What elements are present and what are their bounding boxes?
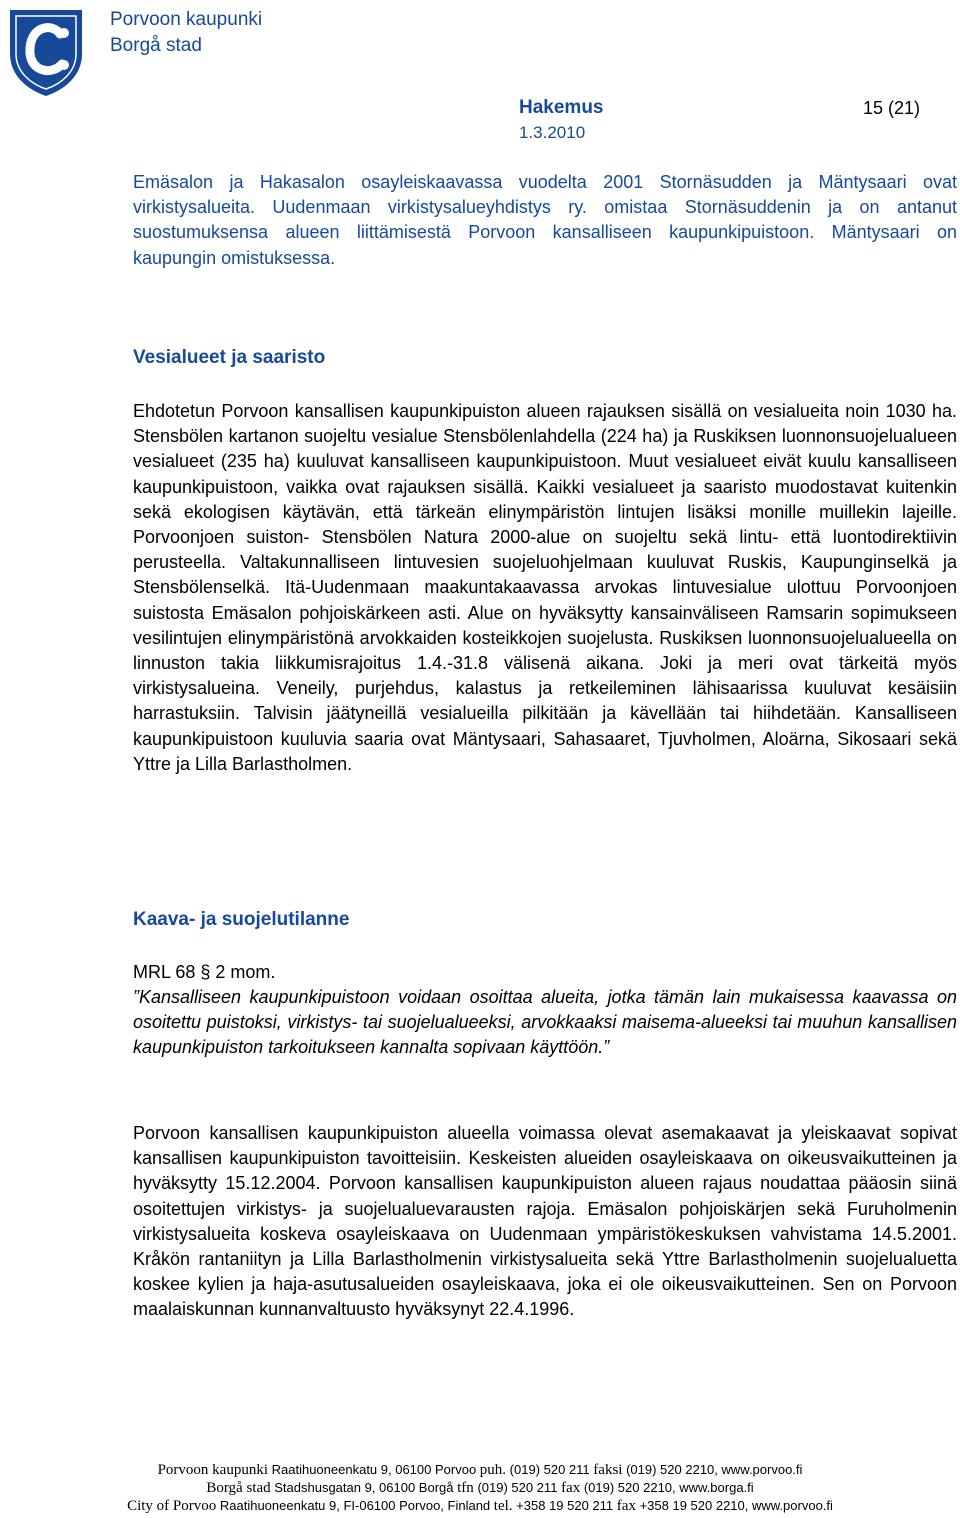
footer-org-name: City of Porvoo bbox=[127, 1498, 217, 1514]
footer-fax-web: (019) 520 2210, www.borga.fi bbox=[583, 1480, 754, 1495]
section-heading-planning-status: Kaava- ja suojelutilanne bbox=[133, 909, 350, 930]
footer-line-english bbox=[0, 1497, 960, 1515]
footer-phone: (019) 520 211 bbox=[509, 1462, 590, 1477]
document-type: Hakemus bbox=[519, 97, 604, 118]
footer-fax-label: fax bbox=[561, 1480, 581, 1496]
footer-line-swedish bbox=[0, 1479, 960, 1497]
footer-phone: (019) 520 211 bbox=[477, 1480, 558, 1495]
footer-org-name: Porvoon kaupunki bbox=[157, 1462, 268, 1478]
porvoo-coat-of-arms-icon bbox=[6, 6, 86, 98]
footer-address: Raatihuoneenkatu 9, FI-06100 Porvoo, Finland bbox=[219, 1498, 491, 1513]
city-name-swedish: Borgå stad bbox=[110, 35, 202, 56]
footer-phone-label: tfn bbox=[457, 1480, 474, 1496]
footer-fax-web: +358 19 520 2210, www.porvoo.fi bbox=[639, 1498, 833, 1513]
water-areas-paragraph: Ehdotetun Porvoon kansallisen kaupunkipuiston alueen rajauksen sisällä on vesialueita noin 1030 ha. Stensbölen kartanon suojeltu vesialue Stensbölenlahdella (224 ha) ja Ruskiksen luonnonsuojelualueen vesialueet (235 ha) kuuluvat kansalliseen kaupunkipuistoon. Muut vesialueet eivät kuulu kansalliseen kaupunkipuistoon, vaikka ovat rajauksen sisällä. Kaikki vesialueet ja saaristo muodostavat kuitenkin sekä ekologisen käytävän, että tärkeän elinympäristön lintujen lisäksi monille muillekin lajeille. Porvoonjoen suiston- Stensbölen Natura 2000-alue on suojeltu sekä lintu- että luontodirektiivin perusteella. Valtakunnalliseen lintuvesien suojeluohjelmaan kuuluvat Ruskis, Kaupunginselkä ja Stensbölenselkä. Itä-Uudenmaan maakuntakaavassa arvokas lintuvesialue ulottuu Porvoonjoen suistosta Emäsalon pohjoiskärkeen asti. Alue on hyväksytty kansainväliseen Ramsarin sopimukseen vesilintujen elinympäristönä arvokkaiden kosteikkojen suojelusta. Ruskiksen luonnonsuojelualueella on linnuston takia liikkumisrajoitus 1.4.-31.8 välisenä aikana. Joki ja meri ovat tärkeitä myös virkistysalueina. Veneily, purjehdus, kalastus ja retkeileminen lähisaarissa kuuluvat kesäisiin harrastuksiin. Talvisin jäätyneillä vesialueilla pilkitään ja kävellään tai hiihdetään. Kansalliseen kaupunkipuistoon kuuluvia saaria ovat Mäntysaari, Sahasaaret, Tjuvholmen, Aloärna, Sikosaari sekä Yttre ja Lilla Barlastholmen. bbox=[133, 401, 957, 774]
section-heading-water-areas: Vesialueet ja saaristo bbox=[133, 347, 326, 368]
footer-fax-label: faksi bbox=[593, 1462, 623, 1478]
page-number: 15 (21) bbox=[863, 98, 921, 118]
footer-address: Raatihuoneenkatu 9, 06100 Porvoo bbox=[271, 1462, 477, 1477]
footer-phone: +358 19 520 211 bbox=[516, 1498, 614, 1513]
footer-address: Stadshusgatan 9, 06100 Borgå bbox=[274, 1480, 454, 1495]
document-date: 1.3.2010 bbox=[519, 123, 586, 142]
law-reference: MRL 68 § 2 mom. bbox=[133, 962, 276, 982]
footer-fax-label: fax bbox=[616, 1498, 636, 1514]
footer-phone-label: tel. bbox=[493, 1498, 513, 1514]
footer-line-finnish bbox=[0, 1461, 960, 1479]
footer-fax-web: (019) 520 2210, www.porvoo.fi bbox=[626, 1462, 803, 1477]
footer-org-name: Borgå stad bbox=[206, 1480, 271, 1496]
planning-status-paragraph: Porvoon kansallisen kaupunkipuiston alueella voimassa olevat asemakaavat ja yleiskaavat sopivat kansallisen kaupunkipuiston tavoitteisiin. Keskeisten alueiden osayleiskaava on oikeusvaikutteinen ja hyväksytty 15.12.2004. Porvoon kansallisen kaupunkipuiston alueen rajaus noudattaa pääosin siinä osoitettujen virkistys- ja suojelualuevarausten rajoja. Emäsalon pohjoiskärjen sekä Furuholmenin virkistysalueita koskeva osayleiskaava on Uudenmaan ympäristökeskuksen vahvistama 14.5.2001. Kråkön rantaniityn ja Lilla Barlastholmenin virkistysalueita sekä Yttre Barlastholmenin suojelualuetta koskee kylien ja haja-asutusalueiden osayleiskaava, joka ei ole oikeusvaikutteinen. Sen on Porvoon maalaiskunnan kunnanvaltuusto hyväksynyt 22.4.1996. bbox=[133, 1123, 957, 1320]
city-name-finnish: Porvoon kaupunki bbox=[110, 9, 263, 30]
law-quote: ”Kansalliseen kaupunkipuistoon voidaan osoittaa alueita, jotka tämän lain mukaisessa kaavassa on osoitettu puistoksi, virkistys- tai suojelualueeksi, arvokkaaksi maisema-alueeksi tai muuhun kansallisen kaupunkipuiston tarkoitukseen kannalta sopivaan käyttöön.” bbox=[133, 987, 957, 1058]
intro-paragraph: Emäsalon ja Hakasalon osayleiskaavassa vuodelta 2001 Stornäsudden ja Mäntysaari ovat virkistysalueita. Uudenmaan virkistysalueyhdistys ry. omistaa Stornäsuddenin ja on antanut suostumuksensa alueen liittämisestä Porvoon kansalliseen kaupunkipuistoon. Mäntysaari on kaupungin omistuksessa. bbox=[133, 172, 957, 268]
footer-phone-label: puh. bbox=[479, 1462, 507, 1478]
